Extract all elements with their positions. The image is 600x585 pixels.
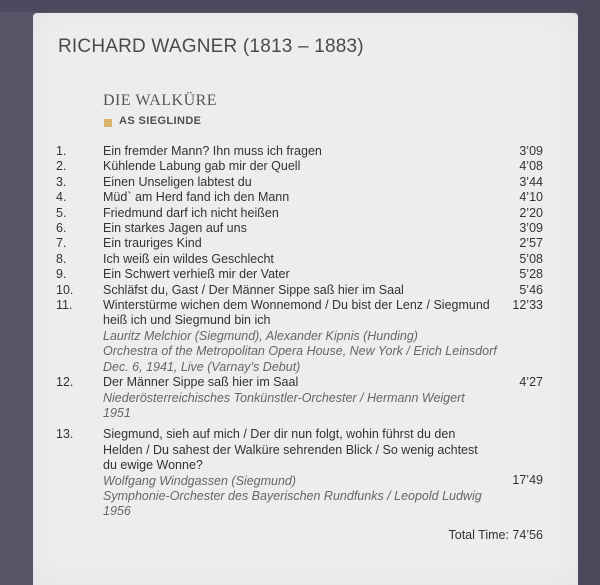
track-number: 3. [56,174,67,189]
track-number: 1. [56,144,67,158]
track-title: Müd` am Herd fand ich den Mann [103,190,290,205]
track-row [33,190,578,205]
track-number: 5. [56,205,67,220]
total-time: Total Time: 74’56 [448,528,543,542]
track-duration: 3’09 [519,221,543,236]
track-title: Ein fremder Mann? Ihn muss ich fragen [103,144,322,158]
track-number: 2. [56,159,67,174]
track-row [33,375,578,421]
track-row [33,252,578,267]
track-row [33,221,578,236]
performer-credit: Wolfgang Windgassen (Siegmund) [103,473,297,488]
track-number: 9. [56,267,67,282]
sleeve-top-edge [0,0,600,12]
performer-credit: Orchestra of the Metropolitan Opera House, New York / Erich Leinsdorf [103,344,497,359]
track-row [33,206,578,221]
performer-credit: 1956 [103,504,131,519]
track-row [33,159,578,174]
track-row [33,236,578,251]
track-title: Ich weiß ein wildes Geschlecht [103,251,274,266]
track-row [33,283,578,298]
sleeve-right-edge [578,0,600,585]
track-list [33,144,578,520]
track-duration: 5’28 [519,267,543,282]
performer-credit: Symphonie-Orchester des Bayerischen Rundfunks / Leopold Ludwig [103,488,482,503]
track-duration: 4’10 [519,190,543,205]
track-duration: 4’08 [519,159,543,174]
track-title: Friedmund darf ich nicht heißen [103,205,279,220]
role-bullet-icon [104,119,112,127]
track-duration: 5’46 [519,282,543,297]
track-number: 12. [56,375,74,390]
track-duration: 5’08 [519,251,543,266]
track-number: 11. [56,298,73,313]
role-subtitle: AS SIEGLINDE [119,115,202,127]
performer-credit: 1951 [103,405,131,420]
track-number: 10. [56,282,74,297]
track-number: 8. [56,251,67,266]
performer-credit: Lauritz Melchior (Siegmund), Alexander Kipnis (Hunding) [103,328,418,343]
track-duration: 4’27 [519,375,543,390]
track-title: Winterstürme wichen dem Wonnemond / Du bist der Lenz / Siegmund heiß ich und Siegmund bin ich [103,298,490,328]
track-title: Ein starkes Jagen auf uns [103,221,247,236]
track-duration: 12’33 [512,298,543,313]
booklet-page [33,13,578,585]
track-row [33,298,578,375]
track-duration: 17’49 [512,473,543,488]
track-number: 6. [56,221,67,236]
performer-credit: Dec. 6, 1941, Live (Varnay’s Debut) [103,359,301,374]
track-row [33,175,578,190]
track-title: Kühlende Labung gab mir der Quell [103,159,301,174]
track-title: Schläfst du, Gast / Der Männer Sippe saß hier im Saal [103,282,404,297]
track-title: Ein Schwert verhieß mir der Vater [103,267,290,282]
track-number: 13. [56,427,74,442]
composer-heading: RICHARD WAGNER (1813 – 1883) [58,36,364,57]
opera-title: DIE WALKÜRE [103,92,218,109]
track-title: Einen Unseligen labtest du [103,174,252,189]
track-duration: 2’57 [519,236,543,251]
track-number: 4. [56,190,67,205]
performer-credit: Niederösterreichisches Tonkünstler-Orchester / Hermann Weigert [103,390,465,405]
track-title: Ein trauriges Kind [103,236,202,251]
track-row [33,144,578,159]
track-duration: 3’09 [519,144,543,158]
track-title: Der Männer Sippe saß hier im Saal [103,375,299,390]
track-duration: 2’20 [519,205,543,220]
track-row [33,427,578,519]
track-duration: 3’44 [519,174,543,189]
track-number: 7. [56,236,67,251]
track-row [33,267,578,282]
track-title: Siegmund, sieh auf mich / Der dir nun folgt, wohin führst du den Helden / Du sahest der Walküre sehrenden Blick / So wenig achtest du ewige Wonne? [103,427,478,473]
